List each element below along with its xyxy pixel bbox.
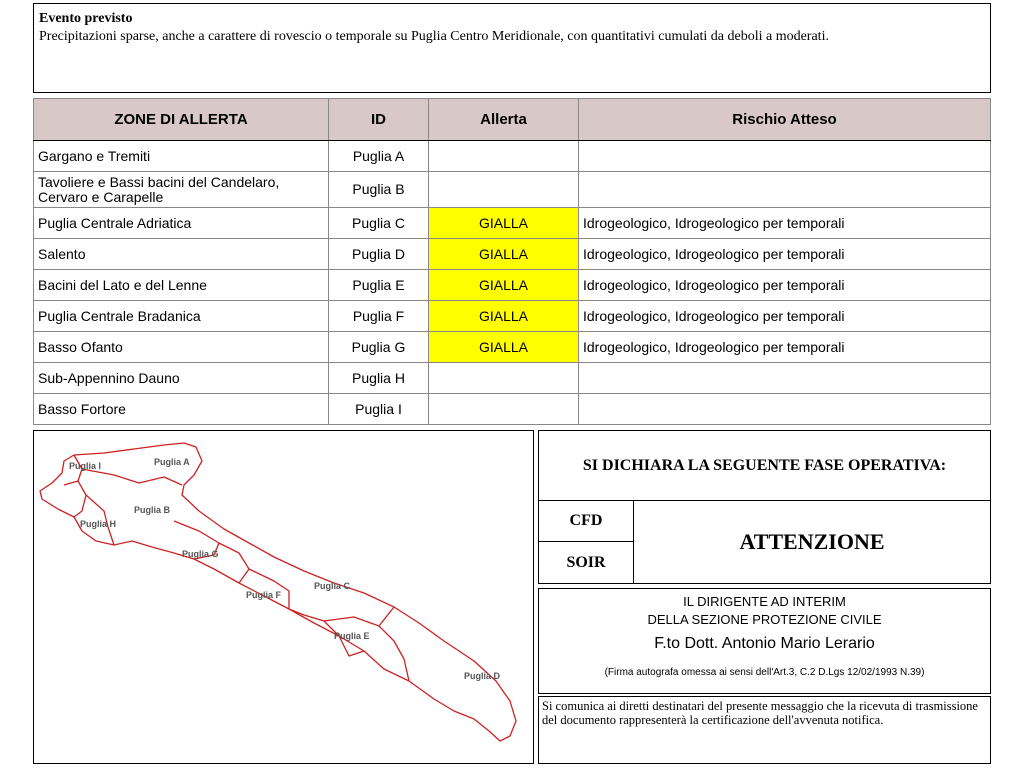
id-cell: Puglia A — [329, 141, 429, 172]
border-b-h — [74, 481, 86, 517]
rischio-cell: Idrogeologico, Idrogeologico per temporali — [579, 301, 991, 332]
map-label-puglia-i: Puglia I — [69, 461, 102, 471]
id-cell: Puglia G — [329, 332, 429, 363]
table-row — [34, 172, 991, 208]
border-e-d — [379, 626, 409, 681]
zona-cell: Puglia Centrale Bradanica — [34, 301, 329, 332]
allerta-cell — [429, 172, 579, 208]
allerta-cell: GIALLA — [429, 239, 579, 270]
header-id: ID — [329, 99, 429, 141]
header-zone: ZONE DI ALLERTA — [34, 99, 329, 141]
zona-cell: Bacini del Lato e del Lenne — [34, 270, 329, 301]
dirigente-line2: DELLA SEZIONE PROTEZIONE CIVILE — [647, 612, 882, 627]
puglia-zones-map — [33, 430, 534, 764]
border-g-f — [219, 543, 249, 583]
id-cell: Puglia H — [329, 363, 429, 394]
header-allerta: Allerta — [429, 99, 579, 141]
rischio-cell: Idrogeologico, Idrogeologico per temporali — [579, 332, 991, 363]
table-row — [34, 332, 991, 363]
rischio-cell — [579, 394, 991, 425]
zona-cell: Sub-Appennino Dauno — [34, 363, 329, 394]
allerta-cell: GIALLA — [429, 332, 579, 363]
table-row — [34, 239, 991, 270]
id-cell: Puglia E — [329, 270, 429, 301]
dirigente-name: F.to Dott. Antonio Mario Lerario — [654, 635, 875, 652]
table-row — [34, 301, 991, 332]
map-label-puglia-c: Puglia C — [314, 581, 351, 591]
table-row — [34, 141, 991, 172]
allerta-cell — [429, 141, 579, 172]
comunica-note: Si comunica ai diretti destinatari del presente messaggio che la ricevuta di trasmissione del documento rappresenterà la certificazione dell'avvenuta notifica. — [538, 696, 991, 764]
map-label-puglia-e: Puglia E — [334, 631, 370, 641]
table-row — [34, 394, 991, 425]
rischio-cell — [579, 141, 991, 172]
zona-cell: Basso Fortore — [34, 394, 329, 425]
rischio-cell — [579, 363, 991, 394]
evento-text: Precipitazioni sparse, anche a carattere di rovescio o temporale su Puglia Centro Meridionale, con quantitativi cumulati da deboli a moderati. — [39, 29, 829, 44]
dirigente-box — [538, 588, 991, 694]
fase-livello: ATTENZIONE — [739, 529, 885, 554]
table-row — [34, 208, 991, 239]
zona-cell: Basso Ofanto — [34, 332, 329, 363]
map-svg — [34, 431, 535, 765]
table-row — [34, 363, 991, 394]
border-c-f — [249, 569, 289, 609]
border-a-b — [82, 469, 182, 485]
map-label-puglia-g: Puglia G — [182, 549, 219, 559]
id-cell: Puglia D — [329, 239, 429, 270]
soir-label: SOIR — [539, 542, 634, 583]
rischio-cell: Idrogeologico, Idrogeologico per temporali — [579, 208, 991, 239]
firma-note: (Firma autografa omessa ai sensi dell'Art.3, C.2 D.Lgs 12/02/1993 N.39) — [604, 667, 925, 678]
zone-allerta-table — [33, 98, 991, 425]
id-cell: Puglia C — [329, 208, 429, 239]
rischio-cell — [579, 172, 991, 208]
zona-cell: Salento — [34, 239, 329, 270]
fase-box — [538, 500, 991, 584]
zona-cell: Gargano e Tremiti — [34, 141, 329, 172]
rischio-cell: Idrogeologico, Idrogeologico per temporali — [579, 239, 991, 270]
id-cell: Puglia F — [329, 301, 429, 332]
dirigente-line1: IL DIRIGENTE AD INTERIM — [683, 594, 846, 609]
rischio-cell: Idrogeologico, Idrogeologico per temporali — [579, 270, 991, 301]
allerta-cell: GIALLA — [429, 208, 579, 239]
id-cell: Puglia I — [329, 394, 429, 425]
allerta-cell: GIALLA — [429, 301, 579, 332]
map-label-puglia-f: Puglia F — [246, 590, 282, 600]
allerta-cell: GIALLA — [429, 270, 579, 301]
zona-cell: Tavoliere e Bassi bacini del Candelaro, Cervaro e Carapelle — [34, 172, 329, 208]
map-label-puglia-b: Puglia B — [134, 505, 171, 515]
allerta-cell — [429, 394, 579, 425]
header-rischio: Rischio Atteso — [579, 99, 991, 141]
table-header-row — [34, 99, 991, 141]
map-label-puglia-a: Puglia A — [154, 457, 190, 467]
id-cell: Puglia B — [329, 172, 429, 208]
map-label-puglia-h: Puglia H — [80, 519, 117, 529]
evento-previsto-box — [33, 3, 991, 93]
fase-operativa-panel — [538, 430, 991, 764]
border-e-c — [324, 607, 394, 626]
allerta-cell — [429, 363, 579, 394]
evento-title: Evento previsto — [39, 11, 133, 26]
zona-cell: Puglia Centrale Adriatica — [34, 208, 329, 239]
dichiara-heading: SI DICHIARA LA SEGUENTE FASE OPERATIVA: — [538, 430, 991, 500]
cfd-label: CFD — [539, 501, 634, 542]
table-row — [34, 270, 991, 301]
map-label-puglia-d: Puglia D — [464, 671, 501, 681]
